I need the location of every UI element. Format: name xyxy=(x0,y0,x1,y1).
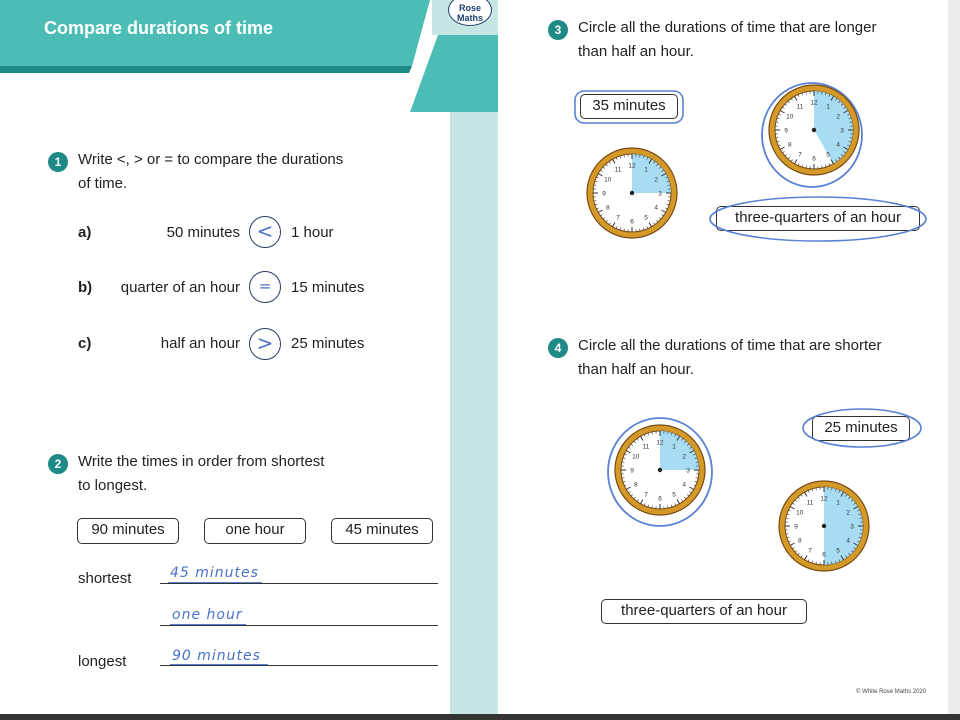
clock-numeral: 5 xyxy=(672,491,676,499)
question-4-prompt: Circle all the durations of time that are shorter than half an hour. xyxy=(578,337,882,378)
clock-numeral: 9 xyxy=(794,523,798,531)
clock-numeral: 10 xyxy=(796,509,804,517)
q1a-left: 50 minutes xyxy=(166,224,240,241)
q1a-label: a) xyxy=(78,224,92,241)
answer-1-underline xyxy=(168,582,262,583)
question-1-badge: 1 xyxy=(48,152,68,172)
clock-numeral: 4 xyxy=(836,141,841,149)
option-box-1: 90 minutes xyxy=(77,518,179,544)
clock-center xyxy=(822,524,826,528)
clock-numeral: 7 xyxy=(616,214,620,222)
q1a-answer: < xyxy=(256,219,274,243)
clock-numeral: 5 xyxy=(644,214,648,222)
answer-line-3[interactable] xyxy=(160,665,438,666)
clock-numeral: 11 xyxy=(642,443,650,451)
q4-box-three-quarters[interactable]: three-quarters of an hour xyxy=(601,599,807,624)
q4-clock-2 xyxy=(778,480,870,572)
clock-center xyxy=(658,468,662,472)
clock-numeral: 8 xyxy=(787,141,792,149)
q3-box-three-quarters[interactable]: three-quarters of an hour xyxy=(716,206,920,231)
q1c-answer: > xyxy=(256,331,274,355)
question-2-badge: 2 xyxy=(48,454,68,474)
clock-numeral: 11 xyxy=(796,103,804,111)
clock-numeral: 2 xyxy=(682,453,687,461)
answer-line-2[interactable] xyxy=(160,625,438,626)
answer-2-underline xyxy=(170,624,246,625)
question-4-badge: 4 xyxy=(548,338,568,358)
q1b-answer: = xyxy=(258,277,272,295)
q3-clock-1 xyxy=(768,84,860,176)
page-title: Compare durations of time xyxy=(44,18,274,38)
clock-numeral: 11 xyxy=(614,166,622,174)
clock-numeral: 1 xyxy=(672,443,676,451)
logo-line-2: Maths xyxy=(456,13,483,23)
clock-numeral: 3 xyxy=(658,190,662,198)
q1c-label: c) xyxy=(78,335,92,352)
clock-numeral: 7 xyxy=(644,491,648,499)
q3-box-35-minutes[interactable]: 35 minutes xyxy=(580,94,678,119)
clock-numeral: 3 xyxy=(850,523,854,531)
clock-numeral: 4 xyxy=(682,481,687,489)
bottom-bar xyxy=(0,714,960,720)
longest-label: longest xyxy=(78,653,127,670)
clock-numeral: 10 xyxy=(632,453,640,461)
right-edge xyxy=(948,0,960,720)
clock-numeral: 2 xyxy=(836,113,841,121)
q3-clock-2 xyxy=(586,147,678,239)
clock-numeral: 1 xyxy=(836,499,840,507)
clock-numeral: 5 xyxy=(826,151,830,159)
question-1-prompt: Write <, > or = to compare the durations of time. xyxy=(78,151,344,192)
clock-numeral: 12 xyxy=(810,99,818,107)
clock-center xyxy=(812,128,816,132)
q1c-right: 25 minutes xyxy=(291,335,365,352)
copyright: © White Rose Maths 2020 xyxy=(856,689,927,695)
clock-numeral: 8 xyxy=(605,204,610,212)
clock-numeral: 6 xyxy=(822,551,826,559)
q4-clock-1 xyxy=(614,424,706,516)
clock-numeral: 6 xyxy=(630,218,634,226)
answer-3-underline xyxy=(170,664,268,665)
clock-numeral: 9 xyxy=(784,127,788,135)
shortest-label: shortest xyxy=(78,570,132,587)
answer-line-1[interactable] xyxy=(160,583,438,584)
logo-line-1: Rose xyxy=(458,3,481,13)
clock-numeral: 12 xyxy=(628,162,636,170)
clock-numeral: 4 xyxy=(654,204,659,212)
clock-numeral: 11 xyxy=(806,499,814,507)
page-gutter xyxy=(450,112,498,720)
clock-numeral: 8 xyxy=(633,481,638,489)
option-box-2: one hour xyxy=(204,518,306,544)
q1b-answer-circle[interactable] xyxy=(249,271,281,303)
q1c-left: half an hour xyxy=(160,335,240,352)
clock-numeral: 6 xyxy=(812,155,816,163)
q3-pen-circle-1 xyxy=(570,86,688,128)
clock-center xyxy=(630,191,634,195)
clock-numeral: 9 xyxy=(630,467,634,475)
clock-numeral: 12 xyxy=(820,495,828,503)
clock-numeral: 1 xyxy=(826,103,830,111)
q1b-left: quarter of an hour xyxy=(120,279,240,296)
clock-numeral: 3 xyxy=(840,127,844,135)
q4-pen-circle-1 xyxy=(800,404,926,452)
answer-2-text: one hour xyxy=(172,607,243,623)
clock-numeral: 7 xyxy=(798,151,802,159)
clock-numeral: 7 xyxy=(808,547,812,555)
clock-numeral: 2 xyxy=(846,509,851,517)
clock-numeral: 5 xyxy=(836,547,840,555)
answer-1-text: 45 minutes xyxy=(170,565,259,581)
clock-numeral: 12 xyxy=(656,439,664,447)
q1c-answer-circle[interactable] xyxy=(249,328,281,360)
clock-numeral: 4 xyxy=(846,537,851,545)
clock-numeral: 10 xyxy=(786,113,794,121)
q1a-right: 1 hour xyxy=(291,224,334,241)
answer-3-text: 90 minutes xyxy=(172,648,261,664)
q4-box-25-minutes[interactable]: 25 minutes xyxy=(812,416,910,441)
logo xyxy=(448,0,492,26)
option-box-3: 45 minutes xyxy=(331,518,433,544)
clock-numeral: 9 xyxy=(602,190,606,198)
clock-numeral: 2 xyxy=(654,176,659,184)
question-3-prompt: Circle all the durations of time that are longer than half an hour. xyxy=(578,19,877,60)
q1b-label: b) xyxy=(78,279,93,296)
question-3-badge: 3 xyxy=(548,20,568,40)
question-2-prompt: Write the times in order from shortest to longest. xyxy=(78,453,325,494)
q1b-right: 15 minutes xyxy=(291,279,365,296)
q3-pen-circle-2 xyxy=(706,192,930,248)
clock-numeral: 6 xyxy=(658,495,662,503)
clock-numeral: 3 xyxy=(686,467,690,475)
q1a-answer-circle[interactable] xyxy=(249,216,281,248)
clock-numeral: 1 xyxy=(644,166,648,174)
clock-numeral: 10 xyxy=(604,176,612,184)
clock-numeral: 8 xyxy=(797,537,802,545)
